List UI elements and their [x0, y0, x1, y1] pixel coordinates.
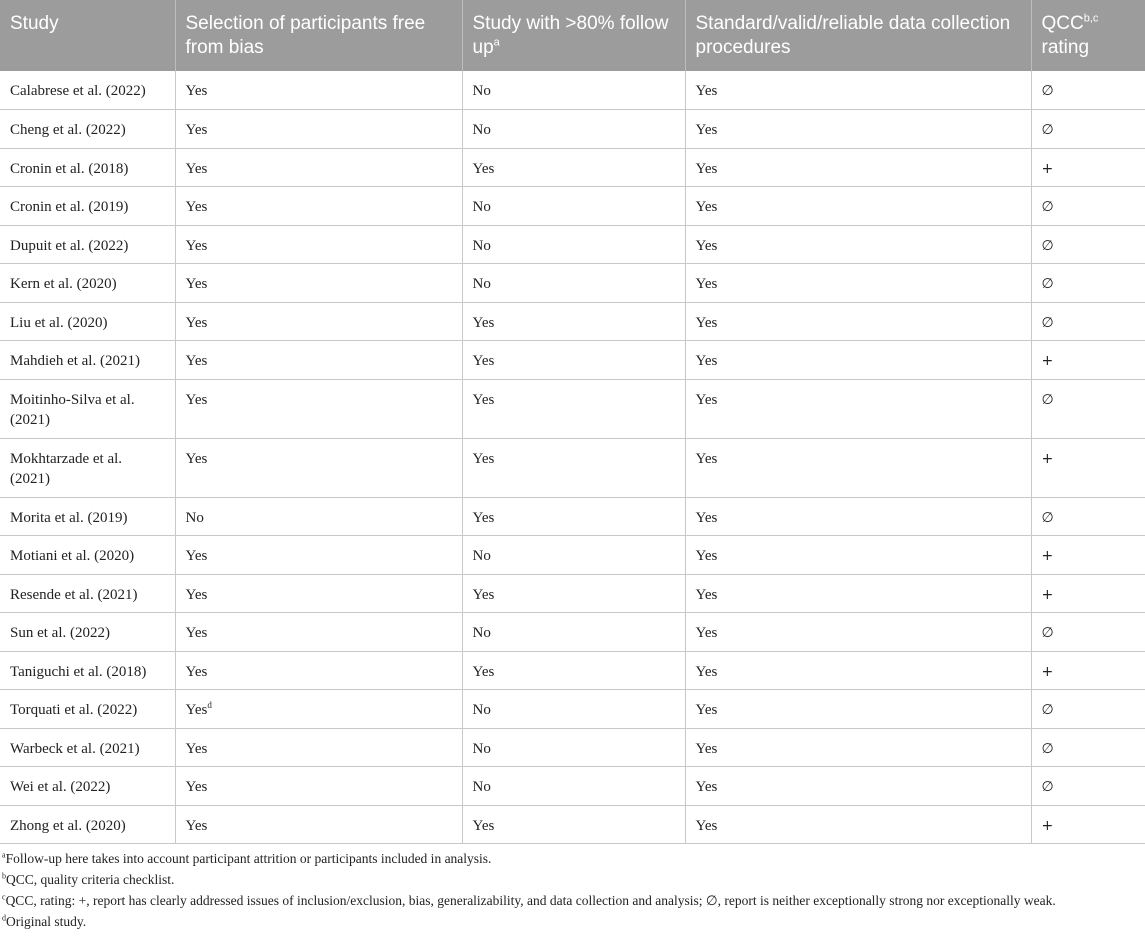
- cell-study: Moitinho-Silva et al. (2021): [0, 379, 175, 438]
- table-row: [0, 71, 1145, 110]
- cell-procedures: Yes: [685, 651, 1031, 690]
- cell-qcc-rating: +: [1031, 438, 1145, 497]
- cell-followup: No: [462, 767, 685, 806]
- footnote-marker: b,c: [1083, 12, 1099, 25]
- cell-study: Morita et al. (2019): [0, 497, 175, 536]
- table-body: [0, 71, 1145, 844]
- footnote: [2, 869, 1137, 890]
- cell-study: Mokhtarzade et al. (2021): [0, 438, 175, 497]
- table-row: [0, 767, 1145, 806]
- cell-procedures: Yes: [685, 110, 1031, 149]
- cell-followup: Yes: [462, 497, 685, 536]
- cell-qcc-rating: ∅: [1031, 71, 1145, 110]
- cell-procedures: Yes: [685, 574, 1031, 613]
- cell-followup: No: [462, 613, 685, 652]
- cell-study: Wei et al. (2022): [0, 767, 175, 806]
- cell-study: Motiani et al. (2020): [0, 536, 175, 575]
- table-row: [0, 728, 1145, 767]
- cell-qcc-rating: +: [1031, 341, 1145, 380]
- footnote-marker: a: [493, 36, 500, 49]
- footnote-text: QCC, rating: +, report has clearly addressed issues of inclusion/exclusion, bias, generalizability, and data collection and analysis; ∅, report is neither exceptionally strong nor exceptionally weak.: [5, 893, 1056, 908]
- table-row: [0, 187, 1145, 226]
- footnote-text: Follow-up here takes into account participant attrition or participants included in analysis.: [5, 851, 492, 866]
- cell-followup: No: [462, 728, 685, 767]
- cell-qcc-rating: +: [1031, 536, 1145, 575]
- footnote: [2, 848, 1137, 869]
- cell-qcc-rating: ∅: [1031, 302, 1145, 341]
- table-row: [0, 805, 1145, 844]
- footnote-text: Original study.: [6, 914, 87, 929]
- cell-followup: No: [462, 225, 685, 264]
- cell-study: Torquati et al. (2022): [0, 690, 175, 729]
- cell-followup: Yes: [462, 438, 685, 497]
- cell-followup: Yes: [462, 379, 685, 438]
- cell-qcc-rating: ∅: [1031, 264, 1145, 303]
- table-row: [0, 651, 1145, 690]
- footnote-marker: d: [207, 700, 212, 710]
- cell-followup: No: [462, 536, 685, 575]
- table-row: [0, 225, 1145, 264]
- table-row: [0, 536, 1145, 575]
- cell-selection: No: [175, 497, 462, 536]
- table-row: [0, 264, 1145, 303]
- footnote-mark: a: [2, 850, 6, 860]
- cell-selection: Yes: [175, 148, 462, 187]
- footnote: [2, 911, 1137, 932]
- table-row: [0, 341, 1145, 380]
- cell-procedures: Yes: [685, 148, 1031, 187]
- cell-selection: Yes: [175, 71, 462, 110]
- cell-selection: Yes: [175, 187, 462, 226]
- cell-qcc-rating: ∅: [1031, 613, 1145, 652]
- header-procedures: Standard/valid/reliable data collection procedures: [685, 0, 1031, 71]
- cell-study: Sun et al. (2022): [0, 613, 175, 652]
- cell-procedures: Yes: [685, 497, 1031, 536]
- cell-followup: Yes: [462, 341, 685, 380]
- cell-procedures: Yes: [685, 690, 1031, 729]
- table-row: [0, 438, 1145, 497]
- cell-study: Kern et al. (2020): [0, 264, 175, 303]
- cell-selection: Yes: [175, 728, 462, 767]
- table-row: [0, 110, 1145, 149]
- footnote-mark: b: [2, 871, 6, 881]
- footnote-text: QCC, quality criteria checklist.: [6, 872, 175, 887]
- cell-followup: Yes: [462, 148, 685, 187]
- cell-procedures: Yes: [685, 438, 1031, 497]
- cell-procedures: Yes: [685, 302, 1031, 341]
- cell-procedures: Yes: [685, 805, 1031, 844]
- cell-study: Warbeck et al. (2021): [0, 728, 175, 767]
- cell-followup: No: [462, 264, 685, 303]
- header-row: [0, 0, 1145, 71]
- table-header: [0, 0, 1145, 71]
- cell-followup: Yes: [462, 651, 685, 690]
- cell-qcc-rating: ∅: [1031, 767, 1145, 806]
- cell-selection: Yes: [175, 438, 462, 497]
- cell-selection: Yes: [175, 110, 462, 149]
- cell-qcc-rating: ∅: [1031, 225, 1145, 264]
- cell-selection: Yes: [175, 767, 462, 806]
- cell-selection: Yes$^d$: [175, 690, 462, 729]
- header-qcc-rating: QCC$^{b,c}$ rating: [1041, 12, 1099, 58]
- cell-followup: Yes: [462, 805, 685, 844]
- cell-study: Zhong et al. (2020): [0, 805, 175, 844]
- cell-procedures: Yes: [685, 767, 1031, 806]
- cell-procedures: Yes: [685, 728, 1031, 767]
- cell-procedures: Yes: [685, 341, 1031, 380]
- cell-procedures: Yes: [685, 264, 1031, 303]
- footnote-mark: d: [2, 913, 6, 923]
- table-footnotes: [0, 848, 1137, 932]
- header-followup: Study with >80% follow $up^a$: [462, 0, 685, 71]
- cell-procedures: Yes: [685, 536, 1031, 575]
- cell-followup: No: [462, 71, 685, 110]
- cell-selection: Yes: [175, 341, 462, 380]
- table-row: [0, 690, 1145, 729]
- cell-procedures: Yes: [685, 71, 1031, 110]
- cell-qcc-rating: ∅: [1031, 379, 1145, 438]
- cell-study: Liu et al. (2020): [0, 302, 175, 341]
- cell-selection: Yes: [175, 536, 462, 575]
- cell-selection: Yes: [175, 613, 462, 652]
- table-row: [0, 613, 1145, 652]
- cell-selection: Yes: [175, 805, 462, 844]
- header-selection: Selection of participants free from bias: [175, 0, 462, 71]
- cell-study: Taniguchi et al. (2018): [0, 651, 175, 690]
- cell-followup: No: [462, 690, 685, 729]
- cell-qcc-rating: ∅: [1031, 690, 1145, 729]
- footnote: [2, 890, 1137, 911]
- cell-followup: No: [462, 187, 685, 226]
- footnote-mark: c: [2, 892, 6, 902]
- cell-qcc-rating: +: [1031, 148, 1145, 187]
- cell-study: Cronin et al. (2018): [0, 148, 175, 187]
- cell-procedures: Yes: [685, 225, 1031, 264]
- table-row: [0, 148, 1145, 187]
- cell-study: Resende et al. (2021): [0, 574, 175, 613]
- cell-followup: No: [462, 110, 685, 149]
- table-row: [0, 574, 1145, 613]
- cell-study: Mahdieh et al. (2021): [0, 341, 175, 380]
- cell-qcc-rating: +: [1031, 651, 1145, 690]
- cell-procedures: Yes: [685, 613, 1031, 652]
- cell-study: Cheng et al. (2022): [0, 110, 175, 149]
- cell-qcc-rating: +: [1031, 805, 1145, 844]
- cell-followup: Yes: [462, 574, 685, 613]
- cell-study: Cronin et al. (2019): [0, 187, 175, 226]
- table-row: [0, 379, 1145, 438]
- cell-qcc-rating: ∅: [1031, 110, 1145, 149]
- cell-qcc-rating: +: [1031, 574, 1145, 613]
- cell-qcc-rating: ∅: [1031, 497, 1145, 536]
- table-row: [0, 497, 1145, 536]
- cell-followup: Yes: [462, 302, 685, 341]
- cell-selection: Yes: [175, 651, 462, 690]
- cell-selection: Yes: [175, 225, 462, 264]
- cell-selection: Yes: [175, 264, 462, 303]
- cell-selection: Yes: [175, 302, 462, 341]
- cell-qcc-rating: ∅: [1031, 728, 1145, 767]
- cell-procedures: Yes: [685, 187, 1031, 226]
- cell-qcc-rating: ∅: [1031, 187, 1145, 226]
- header-study: Study: [0, 0, 175, 71]
- cell-procedures: Yes: [685, 379, 1031, 438]
- cell-study: Calabrese et al. (2022): [0, 71, 175, 110]
- cell-study: Dupuit et al. (2022): [0, 225, 175, 264]
- table-row: [0, 302, 1145, 341]
- cell-selection: Yes: [175, 379, 462, 438]
- cell-selection: Yes: [175, 574, 462, 613]
